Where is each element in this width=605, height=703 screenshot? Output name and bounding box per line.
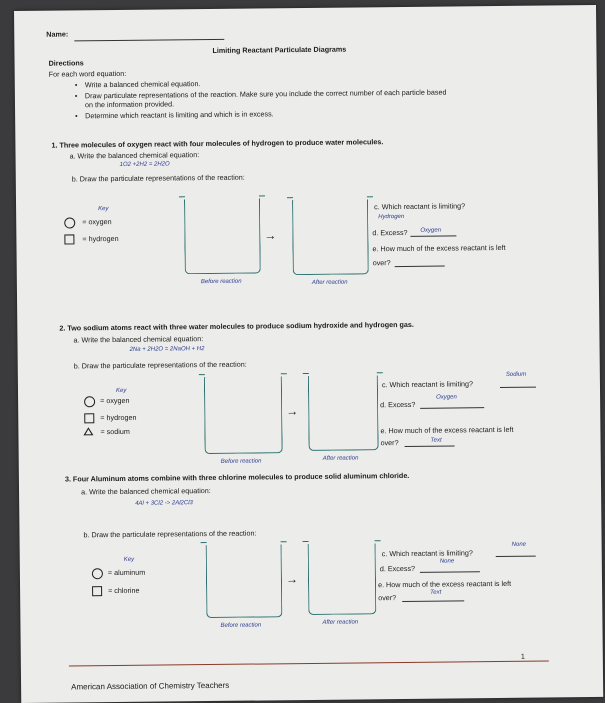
q1-e-label2: over? bbox=[372, 258, 391, 268]
footer-divider bbox=[69, 660, 549, 666]
q3-e-answer: Text bbox=[430, 589, 442, 596]
hydrogen-square-icon bbox=[64, 234, 74, 244]
q2-e-line bbox=[405, 445, 455, 447]
q2-c-label: c. Which reactant is limiting? bbox=[381, 379, 474, 390]
directions-intro: For each word equation: bbox=[48, 68, 127, 79]
q2-key-sodium: = sodium bbox=[100, 426, 130, 437]
q1-d-line bbox=[410, 235, 456, 236]
q2-key-hydrogen: = hydrogen bbox=[100, 412, 137, 423]
direction-step: • Write a balanced chemical equation. bbox=[85, 80, 201, 89]
q3-prompt: 3. Four Aluminum atoms combine with three chlorine molecules to produce solid aluminum chloride. bbox=[64, 470, 410, 484]
q2-b-label: b. Draw the particulate representations of the reaction: bbox=[73, 359, 247, 371]
oxygen-circle-icon bbox=[64, 217, 75, 228]
q1-c-answer: Hydrogen bbox=[378, 213, 405, 221]
q1-e-label: e. How much of the excess reactant is left bbox=[372, 242, 506, 254]
q3-key-chlorine: = chlorine bbox=[108, 585, 140, 596]
q1-d-label: d. Excess? bbox=[372, 227, 408, 238]
q2-key-oxygen: = oxygen bbox=[100, 395, 130, 406]
q3-e-line bbox=[402, 600, 464, 602]
q1-before-label: Before reaction bbox=[200, 278, 242, 286]
reaction-arrow-icon: → bbox=[264, 228, 277, 243]
q2-before-beaker[interactable] bbox=[204, 376, 283, 454]
page-number: 1 bbox=[520, 651, 525, 661]
q3-after-label: After reaction bbox=[322, 619, 359, 626]
name-label: Name: bbox=[46, 29, 69, 39]
worksheet-title: Limiting Reactant Particulate Diagrams bbox=[212, 44, 347, 55]
q1-before-beaker[interactable] bbox=[184, 198, 261, 274]
q3-a-answer: 4Al + 3Cl2 -> 2Al2Cl3 bbox=[135, 500, 193, 507]
q1-a-answer: 1O2 +2H2 = 2H2O bbox=[119, 161, 170, 168]
q3-e-label: e. How much of the excess reactant is left bbox=[377, 578, 512, 590]
worksheet-page bbox=[14, 5, 603, 703]
reaction-arrow-icon: → bbox=[286, 404, 299, 419]
q1-key-hydrogen: = hydrogen bbox=[82, 233, 119, 244]
direction-step: • Draw particulate representations of the reaction. Make sure you include the correct number of each particle based bbox=[85, 89, 447, 101]
q1-b-label: b. Draw the particulate representations of the reaction: bbox=[71, 172, 245, 184]
q2-after-label: After reaction bbox=[322, 455, 359, 462]
q3-key-aluminum: = aluminum bbox=[107, 567, 146, 578]
q1-a-label: a. Write the balanced chemical equation: bbox=[69, 150, 200, 161]
q3-before-label: Before reaction bbox=[220, 622, 262, 629]
q2-c-line bbox=[500, 387, 536, 388]
hydrogen-square-icon bbox=[84, 413, 94, 423]
q3-d-line bbox=[420, 571, 480, 573]
q3-c-line bbox=[496, 556, 536, 557]
q2-d-answer: Oxygen bbox=[436, 394, 457, 401]
name-line bbox=[74, 39, 224, 42]
chlorine-square-icon bbox=[92, 586, 102, 596]
q1-key-title: Key bbox=[98, 206, 109, 213]
aluminum-circle-icon bbox=[92, 568, 103, 579]
q3-b-label: b. Draw the particulate representations of the reaction: bbox=[83, 528, 257, 540]
q2-d-label: d. Excess? bbox=[380, 399, 416, 410]
q2-a-label: a. Write the balanced chemical equation: bbox=[73, 334, 204, 345]
directions-heading: Directions bbox=[48, 58, 84, 68]
q2-e-label: e. How much of the excess reactant is left bbox=[380, 424, 514, 436]
direction-step: • Determine which reactant is limiting and which is in excess. bbox=[85, 110, 274, 120]
q3-d-answer: None bbox=[439, 558, 455, 565]
q1-key-oxygen: = oxygen bbox=[82, 217, 112, 227]
q2-after-beaker[interactable] bbox=[308, 375, 379, 451]
direction-step: on the information provided. bbox=[84, 99, 175, 110]
sodium-triangle-icon bbox=[83, 427, 93, 435]
oxygen-circle-icon bbox=[84, 396, 95, 407]
q3-d-label: d. Excess? bbox=[379, 563, 416, 574]
q1-d-answer: Oxygen bbox=[420, 227, 442, 234]
reaction-arrow-icon: → bbox=[285, 572, 299, 587]
q1-c-label: c. Which reactant is limiting? bbox=[374, 201, 466, 212]
footer-org: American Association of Chemistry Teachers bbox=[71, 680, 230, 692]
q3-c-answer: None bbox=[511, 541, 527, 548]
q2-prompt: 2. Two sodium atoms react with three water molecules to produce sodium hydroxide and hydrogen gas. bbox=[59, 319, 414, 333]
q1-after-beaker[interactable] bbox=[292, 199, 369, 275]
q2-d-line bbox=[420, 407, 484, 409]
q3-c-label: c. Which reactant is limiting? bbox=[381, 548, 473, 559]
q3-key-title: Key bbox=[123, 556, 135, 563]
q1-prompt: 1. Three molecules of oxygen react with four molecules of hydrogen to produce water molecules. bbox=[51, 137, 384, 150]
q1-e-line[interactable] bbox=[395, 266, 445, 268]
q3-after-beaker[interactable] bbox=[308, 543, 377, 615]
q2-a-answer: 2Na + 2H2O = 2NaOH + H2 bbox=[129, 346, 205, 353]
q3-before-beaker[interactable] bbox=[206, 544, 283, 618]
q1-after-label: After reaction bbox=[311, 279, 348, 286]
q2-c-answer: Sodium bbox=[505, 371, 527, 378]
q2-before-label: Before reaction bbox=[220, 458, 262, 465]
q3-a-label: a. Write the balanced chemical equation: bbox=[81, 486, 211, 497]
q3-e-label2: over? bbox=[378, 593, 397, 603]
q2-e-answer: Text bbox=[430, 437, 442, 444]
q2-key-title: Key bbox=[115, 387, 127, 394]
q2-e-label2: over? bbox=[380, 438, 399, 448]
